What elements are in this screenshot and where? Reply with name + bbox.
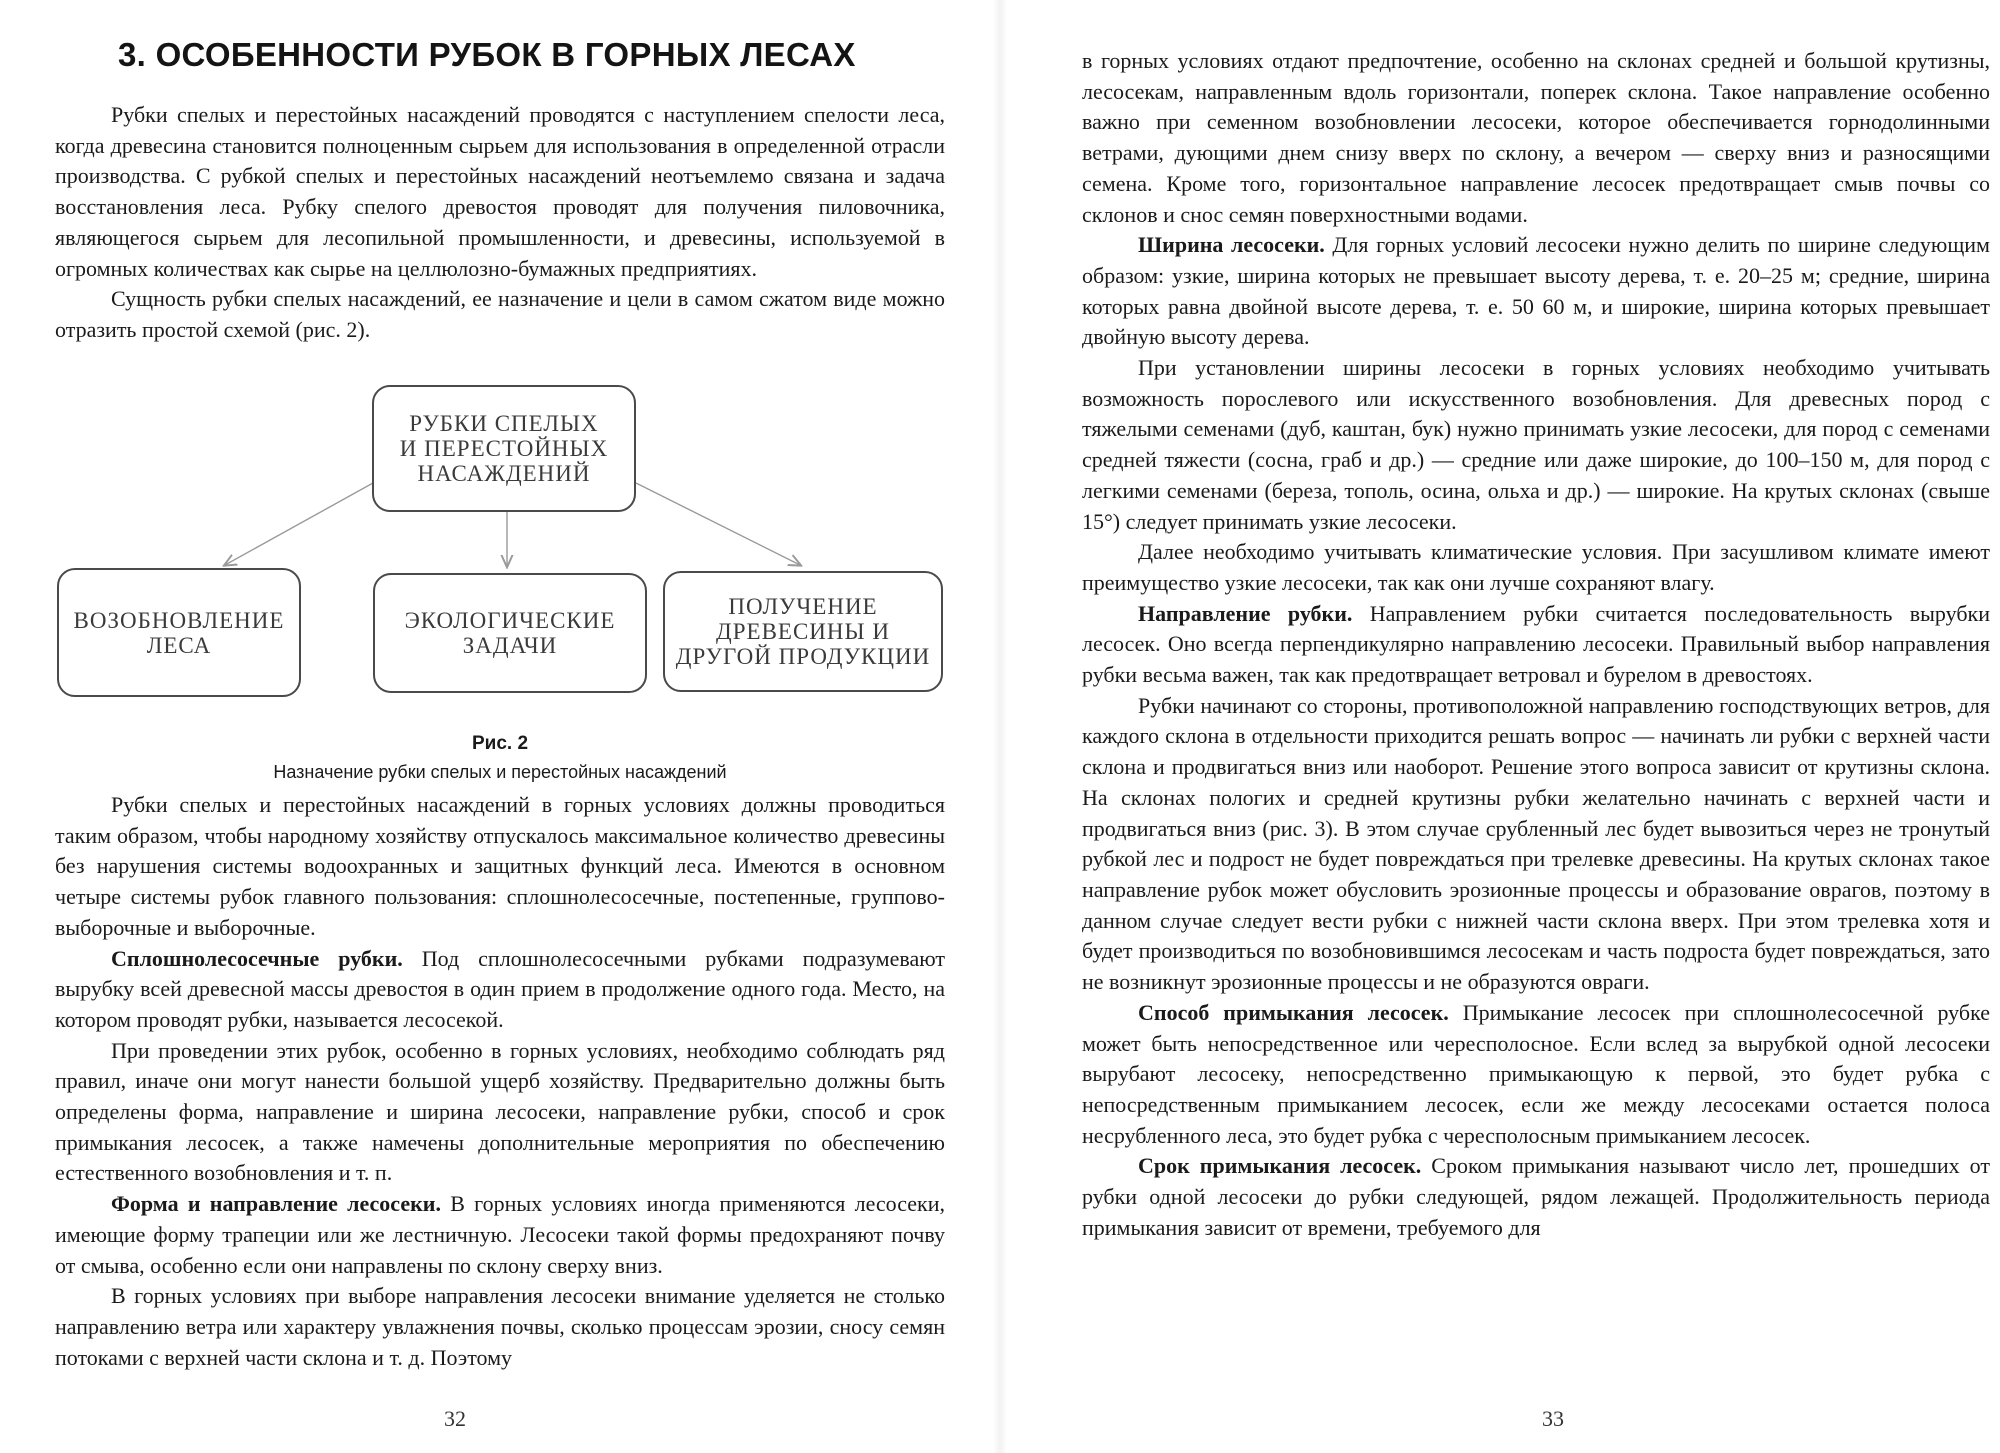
paragraph: Сущность рубки спелых насаждений, ее назначение и цели в самом сжатом виде можно отразить простой схемой (рис. 2). [55,286,945,342]
left-text-top [55,100,945,346]
paragraph: Срок примыкания лесосек. Сроком примыкания называют число лет, прошедших от рубки одной лесосеки до рубки следующей, рядом лежащей. Продолжительность периода примыкания зависит от времени, требуемого для [1082,1153,1991,1240]
left-text-bottom [55,790,945,1373]
paragraph: Рубки спелых и перестойных насаждений проводятся с наступлением спелости леса, когда древесина становится полноценным сырьем для использования в определенной отрасли производства. С рубкой спелых и перестойных насаждений неотъемлемо связана и задача восстановления леса. Рубку спелого древостоя проводят для получения пиловочника, являющегося сырьем для лесопильной промышленности, и древесины, используемой в огромных количествах как сырье на целлюлозно-бумажных предприятиях. [55,102,945,281]
paragraph-heading: Срок примыкания лесосек. [1138,1153,1422,1179]
paragraph-heading: Сплошнолесосечные рубки. [111,945,403,971]
right-text [1082,46,1990,1243]
paragraph-heading: Направление рубки. [1138,600,1353,626]
page-number-left: 32 [444,1406,466,1431]
paragraph-heading: Способ примыкания лесосек. [1138,999,1449,1025]
arrow-to-left [225,483,373,565]
paragraph: Способ примыкания лесосек. Примыкание лесосек при сплошнолесосечной рубке может быть непосредственное или чересполосное. Если вслед за вырубкой одной лесосеки вырубают лесосеку, непосредственно примыкающую к первой, это будет рубка с непосредственным примыканием лесосек, если же между лесосеками остается полоса несрубленного леса, это будет рубка с чересполосным примыканием лесосек. [1082,999,1990,1148]
paragraph: Рубки начинают со стороны, противоположной направлению господствующих ветров, для каждого склона в отдельности приходится решать вопрос — начинать ли рубки с верхней части склона и продвигаться вниз или наоборот. Решение этого вопроса зависит от крутизны склона. На склонах пологих и средней крутизны рубки желательно начинать с верхней части и продвигаться вниз (рис. 3). В этом случае срубленный лес будет вывозиться через не тронутый рубкой лес и подрост не будет повреждаться при трелевке древесины. На крутых склонах такое направление рубок может обусловить эрозионные процессы и образование оврагов, поэтому в данном случае следует вести рубки с нижней части склона вверх. При этом трелевка хотя и будет производиться по возобновившимся лесосекам и часть подроста будет повреждаться, зато не возникнут эрозионные процессы и не образуются овраги. [1082,692,1990,995]
figure-caption: Назначение рубки спелых и перестойных насаждений [273,762,727,782]
diagram-box-main: РУБКИ СПЕЛЫХ И ПЕРЕСТОЙНЫХ НАСАЖДЕНИЙ [372,385,636,512]
paragraph: Ширина лесосеки. Для горных условий лесосеки нужно делить по ширине следующим образом: узкие, ширина которых не превышает высоту дерева, т. е. 20–25 м; средние, ширина которых равна двойной высоте дерева, т. е. 50 60 м, и широкие, ширина которых превышает двойную высоту дерева. [1082,232,1990,350]
arrow-to-right [636,483,800,565]
page-number-right: 33 [1542,1406,1564,1431]
paragraph: Далее необходимо учитывать климатические условия. При засушливом климате имеют преимущество узкие лесосеки, так как они лучше сохраняют влагу. [1082,539,1990,595]
paragraph-heading: Ширина лесосеки. [1138,232,1325,258]
paragraph: Форма и направление лесосеки. В горных условиях иногда применяются лесосеки, имеющие форму трапеции или же лестничную. Лесосеки такой формы предохраняют почву от смыва, особенно если они направлены по склону сверху вниз. [55,1191,945,1278]
paragraph: Направление рубки. Направлением рубки считается последовательность вырубки лесосек. Оно всегда перпендикулярно направлению лесосеки. Правильный выбор направления рубки весьма важен, так как предотвращает ветровал и бурелом в древостоях. [1082,600,1990,688]
diagram-box-regeneration: ВОЗОБНОВЛЕНИЕ ЛЕСА [57,568,301,697]
figure-2-diagram [55,385,945,695]
paragraph: Рубки спелых и перестойных насаждений в горных условиях должны проводиться таким образом, чтобы народному хозяйству отпускалось максимальное количество древесины без нарушения системы водоохранных и защитных функций леса. Имеются в основном четыре системы рубок главного пользования: сплошнолесосечные, постепенные, группово-выборочные и выборочные. [55,792,945,940]
paragraph: При установлении ширины лесосеки в горных условиях необходимо учитывать возможность порослевого или искусственного возобновления. Для древесных пород с тяжелыми семенами (дуб, каштан, бук) нужно принимать узкие лесосеки, для пород с семенами средней тяжести (сосна, граб и др.) — средние или даже широкие, до 100–150 м, для пород с легкими семенами (береза, тополь, осина, ольха и др.) — широкие. На крутых склонах (свыше 15°) следует принимать узкие лесосеки. [1082,355,1990,534]
right-page [1000,0,2000,1453]
paragraph-heading: Форма и направление лесосеки. [111,1191,441,1217]
paragraph-continued: в горных условиях отдают предпочтение, особенно на склонах средней и большой крутизны, лесосекам, направленным вдоль горизонтали, поперек склона. Такое направление особенно важно при семенном возобновлении лесосеки, которое обеспечивается горнодолинными ветрами, дующими днем снизу вверх по склону, а вечером — сверху вниз и разносящими семена. Кроме того, горизонтальное направление лесосек предотвращает смыв почвы со склонов и снос семян поверхностными водами. [1082,48,1990,227]
paragraph: При проведении этих рубок, особенно в горных условиях, необходимо соблюдать ряд правил, иначе они могут нанести большой ущерб хозяйству. Предварительно должны быть определены форма, направление и ширина лесосеки, направление рубки, способ и срок примыкания лесосек, а также намечены дополнительные мероприятия по обеспечению естественного возобновления и т. п. [55,1037,945,1186]
diagram-box-ecology: ЭКОЛОГИЧЕСКИЕ ЗАДАЧИ [373,573,647,693]
paragraph: В горных условиях при выборе направления лесосеки внимание уделяется не столько направлению ветра или характеру увлажнения почвы, сколько процессам эрозии, сносу семян потоками с верхней части склона и т. д. Поэтому [55,1283,945,1370]
paragraph: Сплошнолесосечные рубки. Под сплошнолесосечными рубками подразумевают вырубку всей древесной массы древостоя в один прием в продолжение одного года. Место, на котором проводят рубки, называется лесосекой. [55,945,945,1032]
chapter-title: 3. ОСОБЕННОСТИ РУБОК В ГОРНЫХ ЛЕСАХ [118,36,856,73]
diagram-box-timber: ПОЛУЧЕНИЕ ДРЕВЕСИНЫ И ДРУГОЙ ПРОДУКЦИИ [663,571,943,692]
figure-number: Рис. 2 [471,733,529,754]
